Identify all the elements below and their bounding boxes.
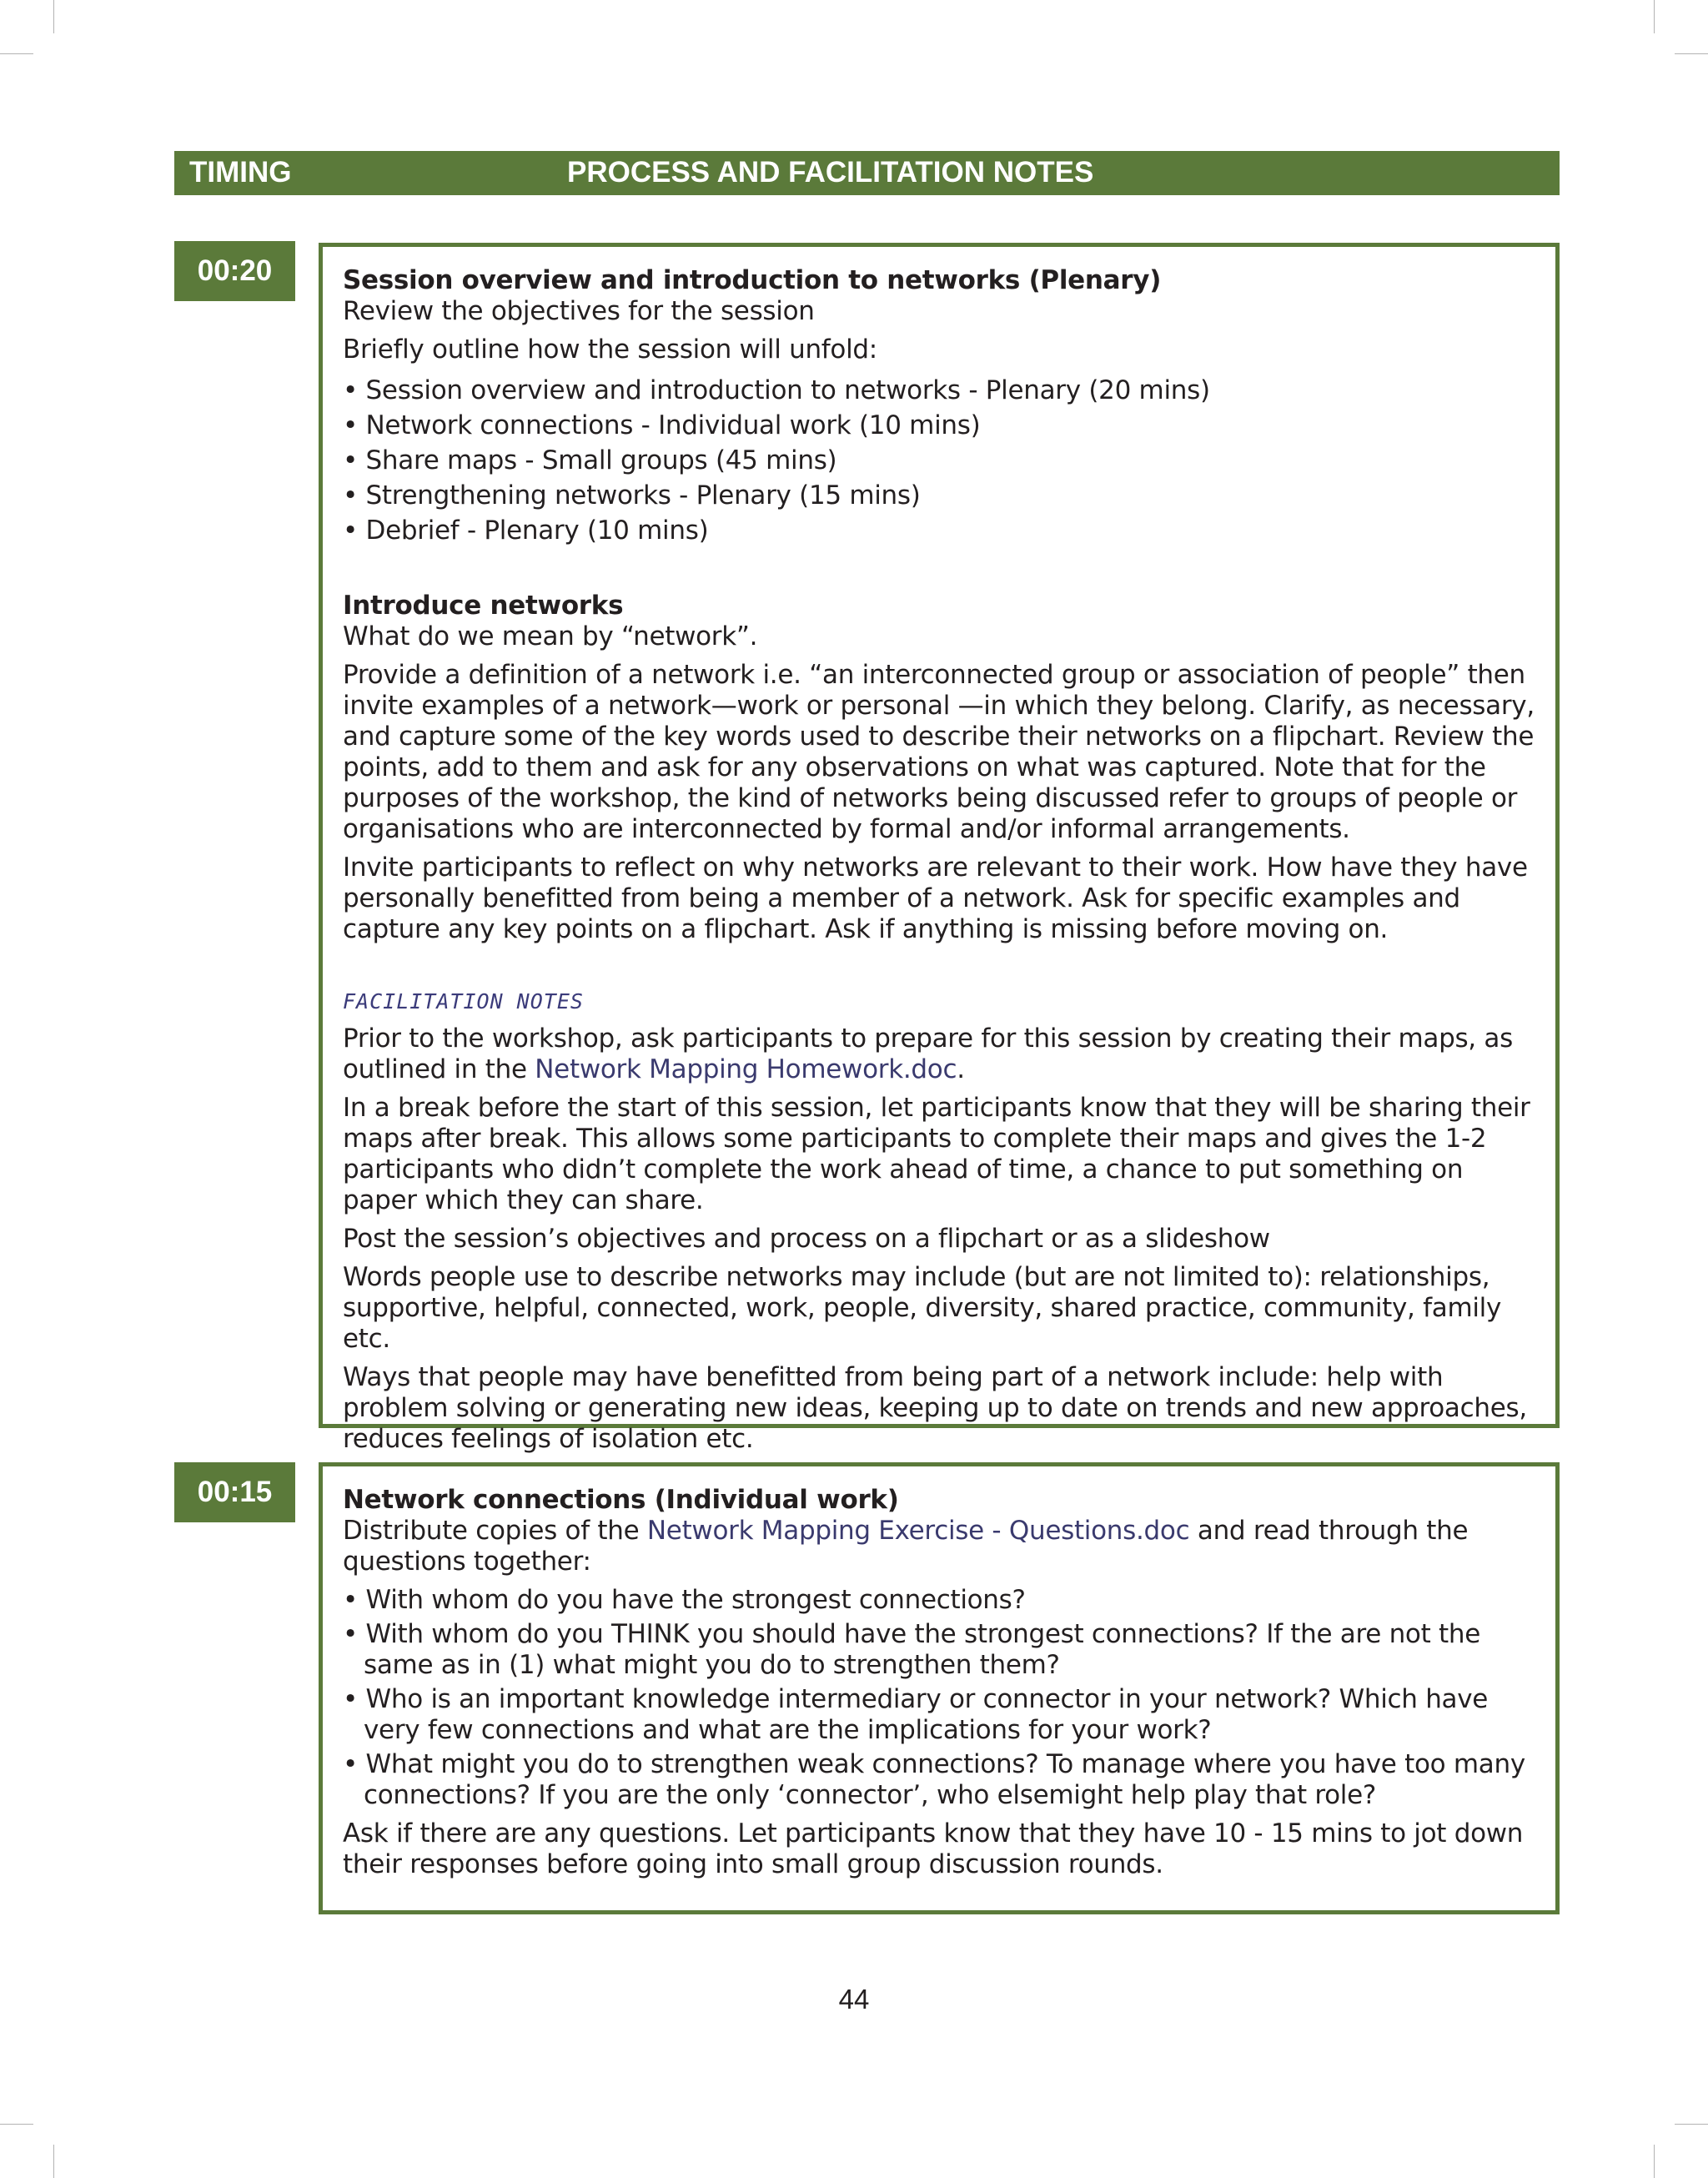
list-item: • Share maps - Small groups (45 mins) [343, 445, 837, 475]
session-time-badge: 00:15 [174, 1462, 295, 1522]
list-item: • Network connections - Individual work (10 mins) [343, 410, 981, 440]
table-header-bar [174, 151, 1560, 195]
questions-doc-link[interactable]: Network Mapping Exercise - Questions.doc [646, 1516, 1190, 1546]
list-item: • Who is an important knowledge intermediary or connector in your network? Which have very few connections and what are the implications for your work? [343, 1684, 1489, 1745]
paragraph: Ask if there are any questions. Let participants know that they have 10 - 15 mins to jot down their responses before going into small group discussion rounds. [343, 1818, 1524, 1879]
spacer [343, 556, 1539, 591]
list-item: • What might you do to strengthen weak connections? To manage where you have too many connections? If you are the only ‘connector’, who elsemight help play that role? [343, 1749, 1525, 1810]
facilitation-notes-heading: FACILITATION NOTES [343, 989, 584, 1014]
homework-doc-link[interactable]: Network Mapping Homework.doc [535, 1054, 957, 1084]
paragraph: Invite participants to reflect on why networks are relevant to their work. How have they have personally benefitted from being a member of a network. Ask for specific examples and capture any key points on a flipchart. Ask if anything is missing before moving on. [343, 853, 1528, 944]
paragraph-text: Prior to the workshop, ask participants to prepare for this session by creating their maps, as outlined in the [343, 1024, 1513, 1084]
crop-mark [1675, 53, 1708, 54]
session-title: Network connections (Individual work) [343, 1485, 899, 1515]
crop-mark [0, 2124, 33, 2125]
spacer [343, 953, 1539, 988]
paragraph: Words people use to describe networks may include (but are not limited to): relationships, supportive, helpful, connected, work, people, diversity, shared practice, community, family etc. [343, 1262, 1502, 1354]
session-text: Review the objectives for the session [343, 296, 815, 326]
paragraph-text: and read through the questions together: [343, 1516, 1469, 1577]
paragraph [343, 1024, 1539, 1085]
list-item: • Strengthening networks - Plenary (15 mins) [343, 480, 921, 511]
paragraph [343, 1516, 1539, 1577]
crop-mark [53, 0, 54, 33]
list-item: • With whom do you have the strongest connections? [343, 1585, 1026, 1615]
crop-mark [1675, 2124, 1708, 2125]
session-text: What do we mean by “network”. [343, 621, 758, 651]
section-heading: Introduce networks [343, 591, 624, 621]
session-notes-box [319, 1462, 1560, 1914]
paragraph: Provide a definition of a network i.e. “an interconnected group or association of people” then invite examples of a network—work or personal —in which they belong. Clarify, as necessary, and capture some of the key words used to describe their networks on a flipchart. Review the points, add to them and ask for any observations on what was captured. Note that for the purposes of the workshop, the kind of networks being discussed refer to groups of people or organisations who are interconnected by formal and/or informal arrangements. [343, 660, 1535, 844]
crop-mark [53, 2145, 54, 2178]
notes-column-heading: PROCESS AND FACILITATION NOTES [567, 156, 1094, 189]
session-notes-box [319, 243, 1560, 1454]
crop-mark [1654, 0, 1655, 33]
questions-list [343, 1585, 1539, 1811]
session-text: Briefly outline how the session will unfold: [343, 334, 877, 365]
list-item: • Session overview and introduction to networks - Plenary (20 mins) [343, 375, 1210, 405]
agenda-list [343, 373, 1539, 548]
list-item: • With whom do you THINK you should have the strongest connections? If the are not the same as in (1) what might you do to strengthen them? [343, 1619, 1480, 1680]
session-title: Session overview and introduction to networks (Plenary) [343, 265, 1162, 295]
crop-mark [1654, 2145, 1655, 2178]
page-number: 44 [838, 1984, 870, 2015]
paragraph: In a break before the start of this session, let participants know that they will be sharing their maps after break. This allows some participants to complete their maps and gives the 1-2 participants who didn’t complete the work ahead of time, a chance to put something on paper which they can share. [343, 1093, 1530, 1215]
timing-column-heading: TIMING [189, 156, 292, 189]
paragraph-text: Distribute copies of the [343, 1516, 647, 1546]
paragraph: Ways that people may have benefitted from being part of a network include: help with problem solving or generating new ideas, keeping up to date on trends and new approaches, reduces feelings of isolation etc. [343, 1362, 1527, 1454]
crop-mark [0, 53, 33, 54]
list-item: • Debrief - Plenary (10 mins) [343, 516, 709, 546]
paragraph-text: . [957, 1054, 965, 1084]
session-time-badge: 00:20 [174, 241, 295, 301]
paragraph: Post the session’s objectives and process on a flipchart or as a slideshow [343, 1224, 1270, 1254]
